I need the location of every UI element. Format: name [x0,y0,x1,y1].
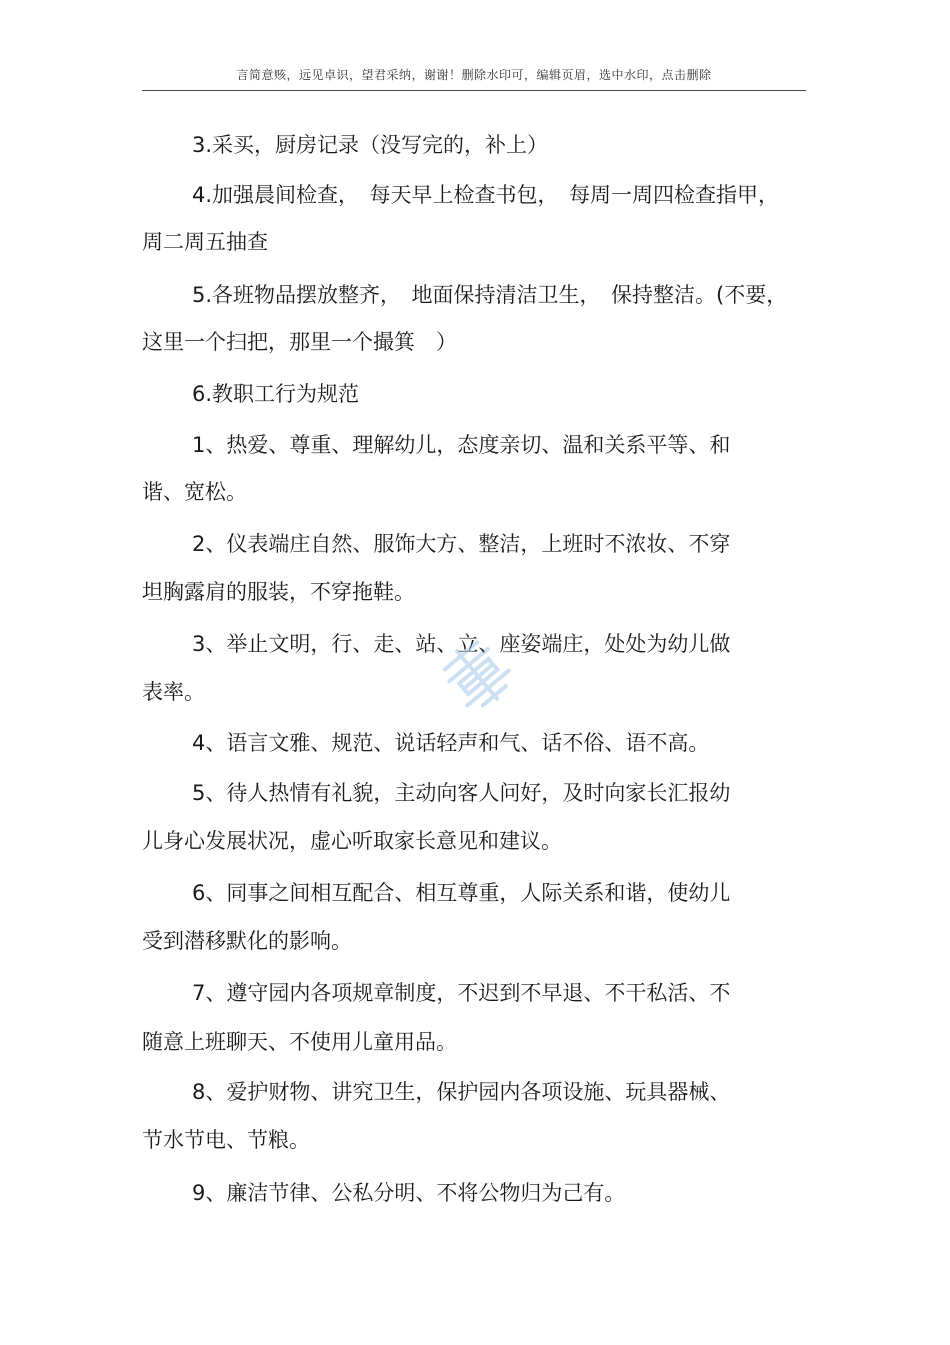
paragraph-line: 这里一个扫把，那里一个撮箕 ） [142,330,457,354]
paragraph-line: 4、语言文雅、规范、说话轻声和气、话不俗、语不高。 [192,731,710,755]
paragraph-line: 5.各班物品摆放整齐， 地面保持清洁卫生， 保持整洁。(不要， [192,283,788,307]
paragraph-line: 3、举止文明，行、走、站、立、座姿端庄，处处为幼儿做 [192,632,731,656]
section-heading: 6.教职工行为规范 [192,382,360,406]
paragraph-line: 随意上班聊天、不使用儿童用品。 [142,1030,457,1054]
paragraph-line: 谐、宽松。 [142,480,247,504]
paragraph-line: 表率。 [142,680,205,704]
header-divider [142,90,806,91]
paragraph-line: 节水节电、节粮。 [142,1128,310,1152]
paragraph-line: 儿身心发展状况，虚心听取家长意见和建议。 [142,829,562,853]
paragraph-line: 1、热爱、尊重、理解幼儿，态度亲切、温和关系平等、和 [192,433,731,457]
paragraph-line: 2、仪表端庄自然、服饰大方、整洁，上班时不浓妆、不穿 [192,532,731,556]
paragraph-line: 4.加强晨间检查， 每天早上检查书包， 每周一周四检查指甲， [192,183,780,207]
paragraph-line: 9、廉洁节律、公私分明、不将公物归为己有。 [192,1181,626,1205]
paragraph-line: 坦胸露肩的服装，不穿拖鞋。 [142,580,415,604]
paragraph-line: 6、同事之间相互配合、相互尊重，人际关系和谐，使幼儿 [192,881,731,905]
paragraph-line: 周二周五抽查 [142,230,268,254]
paragraph-line: 受到潜移默化的影响。 [142,929,352,953]
page-header: 言简意赅，远见卓识，望君采纳，谢谢！删除水印可，编辑页眉，选中水印，点击删除 [236,68,712,82]
paragraph-line: 5、待人热情有礼貌，主动向客人问好，及时向家长汇报幼 [192,781,731,805]
paragraph-line: 8、爱护财物、讲究卫生，保护园内各项设施、玩具器械、 [192,1080,731,1104]
paragraph-line: 3.采买，厨房记录（没写完的，补上） [192,133,549,157]
paragraph-line: 7、遵守园内各项规章制度，不迟到不早退、不干私活、不 [192,981,731,1005]
